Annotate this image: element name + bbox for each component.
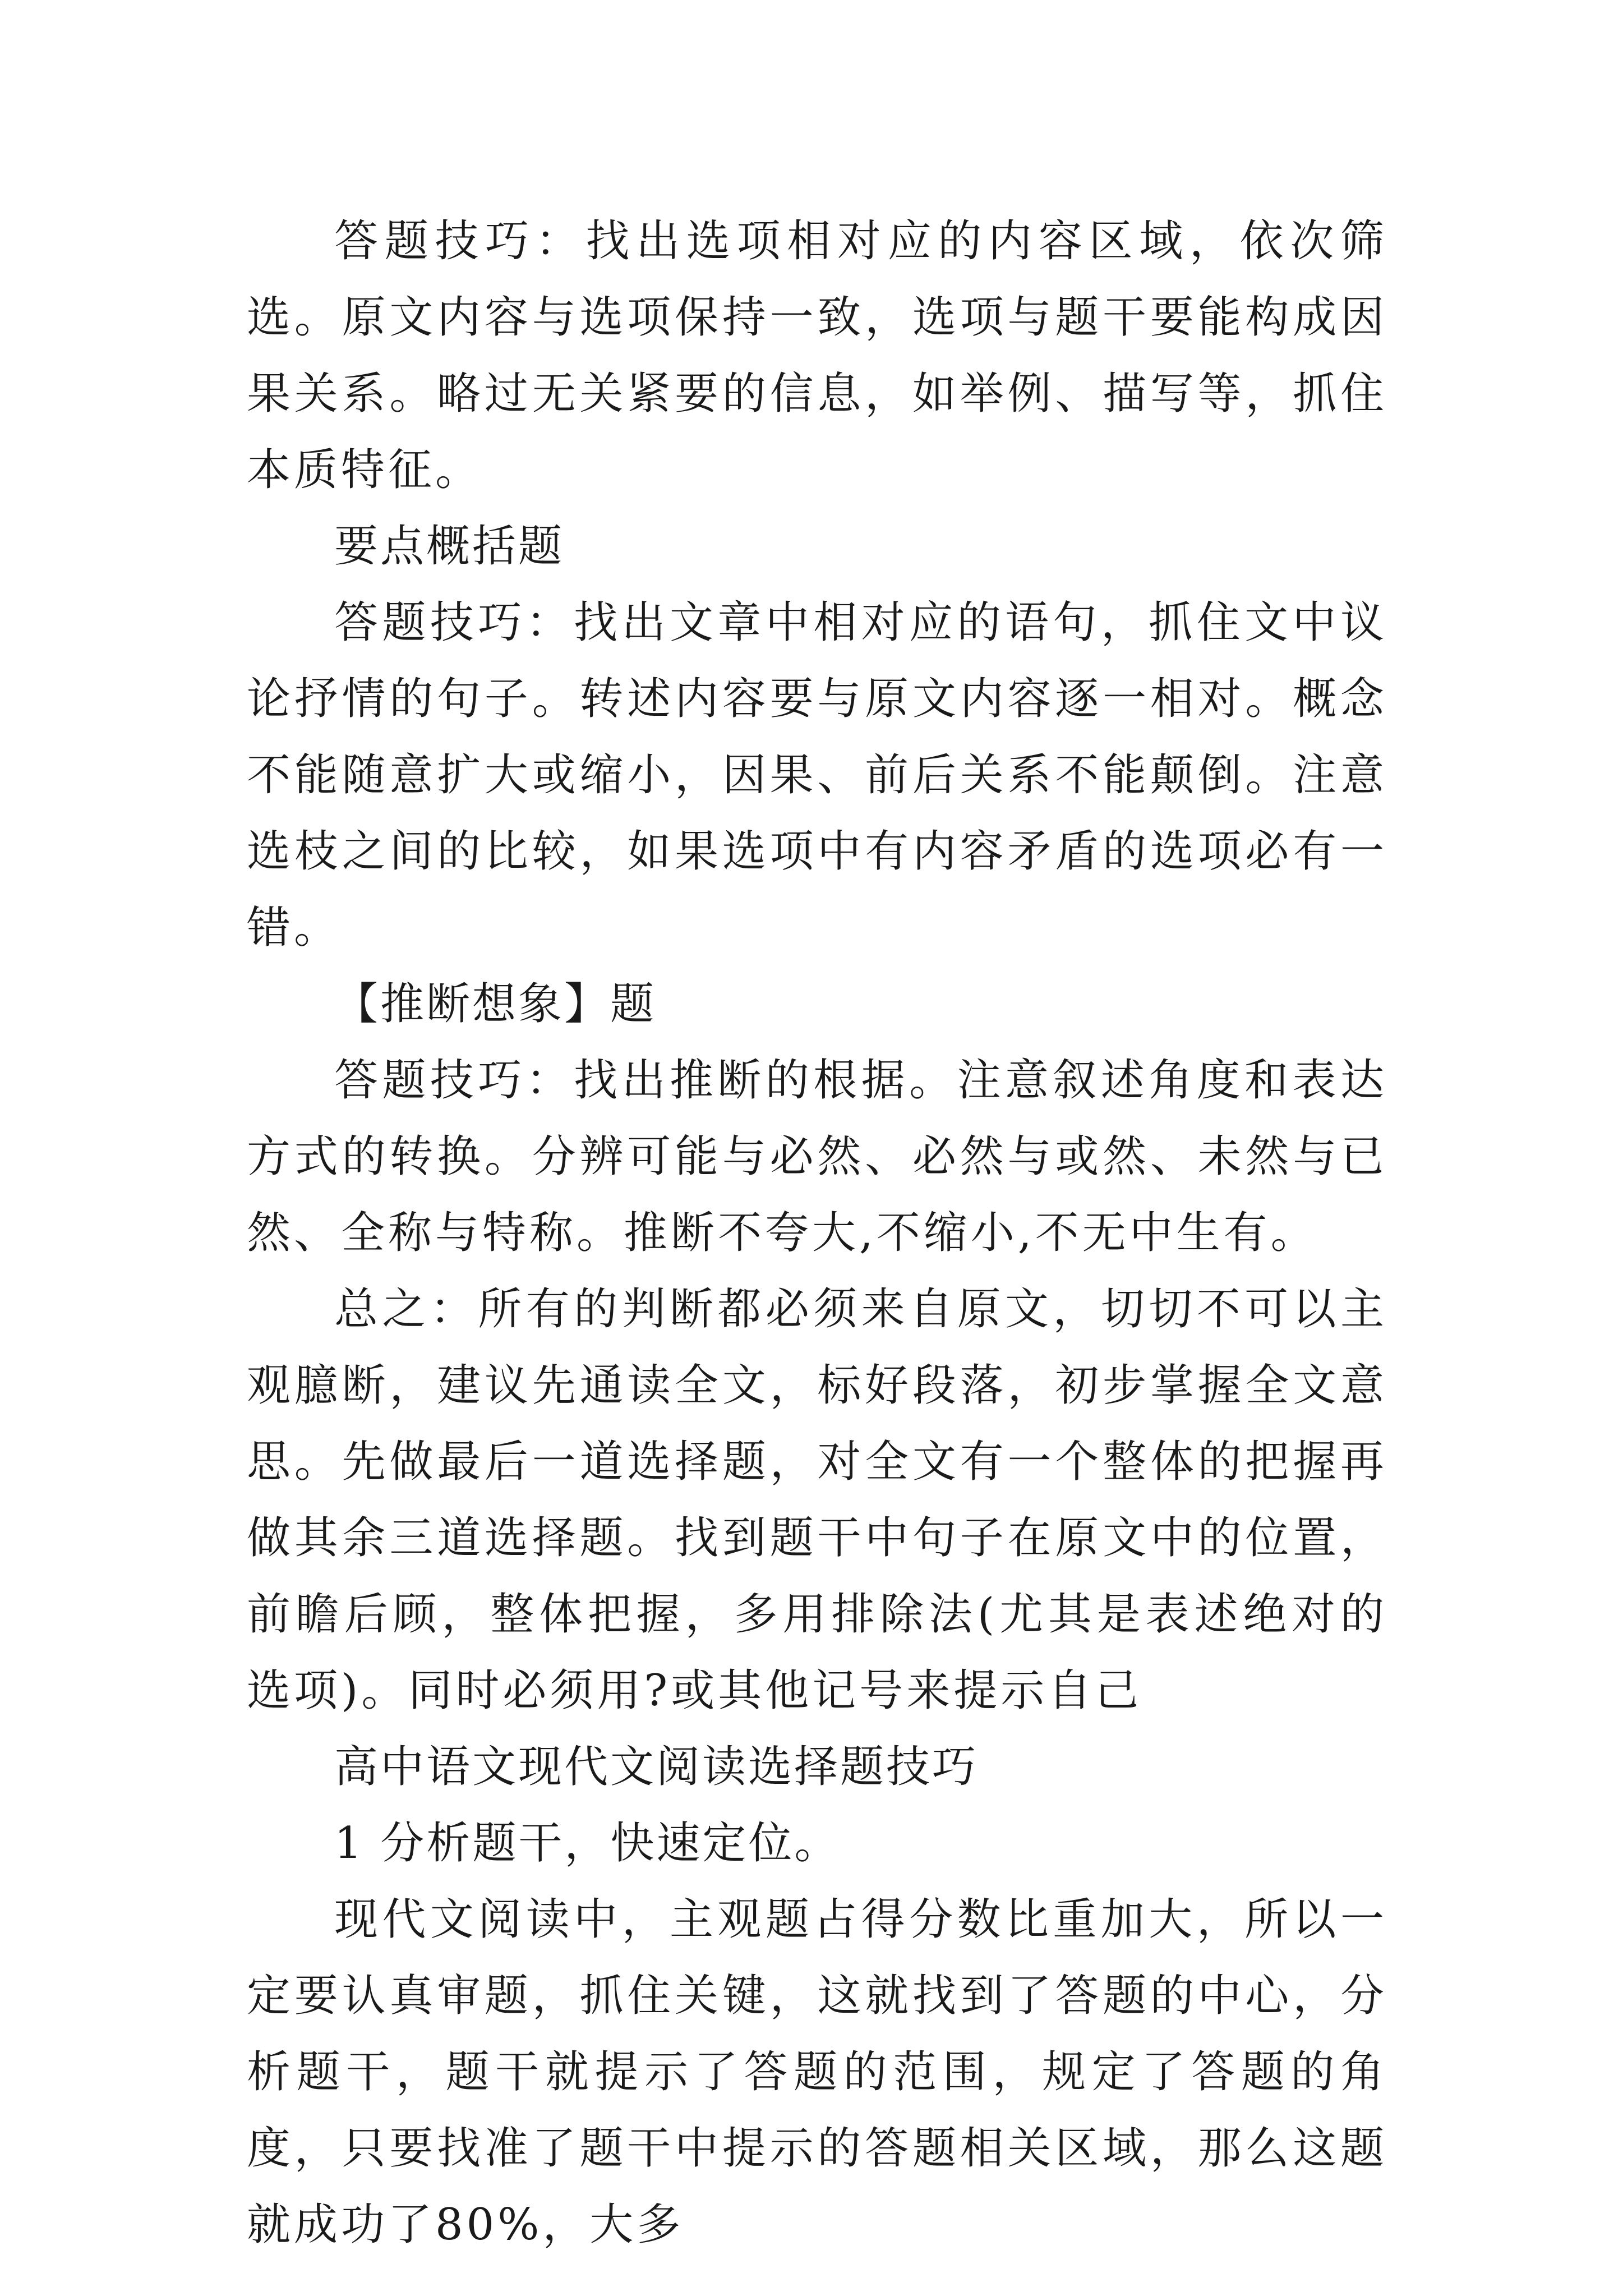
paragraph-summary: 总之：所有的判断都必须来自原文，切切不可以主观臆断，建议先通读全文，标好段落，初步掌握全文意思。先做最后一道选择题，对全文有一个整体的把握再做其余三道选择题。找到题干中句子在原文中的位置，前瞻后顾，整体把握，多用排除法(尤其是表述绝对的选项)。同时必须用?或其他记号来提示自己 (247, 1284, 1387, 1716)
document-body (247, 203, 1387, 2263)
subheading-analyze-stem: 1 分析题干，快速定位。 (334, 1818, 841, 1869)
paragraph-answer-tips-3: 答题技巧：找出推断的根据。注意叙述角度和表达方式的转换。分辨可能与必然、必然与或然、未然与已然、全称与特称。推断不夸大,不缩小,不无中生有。 (247, 1055, 1387, 1258)
section-heading-inference: 【推断想象】题 (334, 979, 657, 1029)
paragraph-answer-tips-1: 答题技巧：找出选项相对应的内容区域，依次筛选。原文内容与选项保持一致，选项与题干要能构成因果关系。略过无关紧要的信息，如举例、描写等，抓住本质特征。 (247, 216, 1387, 495)
paragraph-answer-tips-2: 答题技巧：找出文章中相对应的语句，抓住文中议论抒情的句子。转述内容要与原文内容逐一相对。概念不能随意扩大或缩小，因果、前后关系不能颠倒。注意选枝之间的比较，如果选项中有内容矛盾的选项必有一错。 (247, 597, 1387, 953)
section-heading-key-points: 要点概括题 (334, 521, 565, 572)
section-heading-reading-skills: 高中语文现代文阅读选择题技巧 (334, 1742, 979, 1792)
paragraph-modern-reading: 现代文阅读中，主观题占得分数比重加大，所以一定要认真审题，抓住关键，这就找到了答题的中心，分析题干，题干就提示了答题的范围，规定了答题的角度，只要找准了题干中提示的答题相关区域，那么这题就成功了80%，大多 (247, 1894, 1387, 2250)
